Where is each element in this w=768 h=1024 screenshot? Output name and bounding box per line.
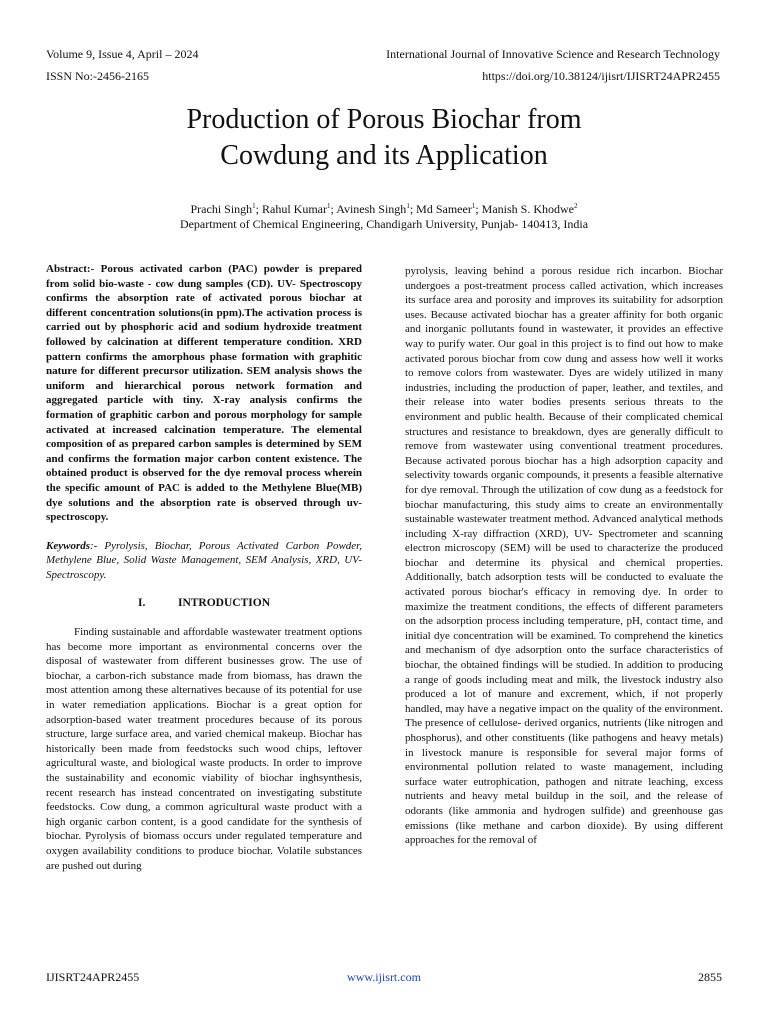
author-name: Avinesh Singh (336, 202, 407, 216)
author-affiliation-mark: 2 (574, 202, 578, 210)
section-number: I. (137, 597, 146, 610)
author-name: Manish S. Khodwe (481, 202, 574, 216)
author-name: Prachi Singh (190, 202, 253, 216)
abstract-label: Abstract:- (46, 263, 95, 275)
header-volume: Volume 9, Issue 4, April – 2024 (46, 47, 199, 61)
paper-title (0, 102, 768, 174)
left-column (46, 262, 362, 873)
author-separator: ; (330, 202, 337, 216)
abstract (46, 262, 362, 525)
author-separator: ; (409, 202, 417, 216)
author-list (0, 202, 768, 217)
footer-paper-id: IJISRT24APR2455 (46, 970, 140, 984)
footer-website-link[interactable]: www.ijisrt.com (347, 970, 421, 984)
keywords-label: Keywords (46, 539, 90, 552)
author-separator: ; (255, 202, 263, 216)
section-heading (46, 596, 362, 611)
section-title: INTRODUCTION (177, 597, 270, 610)
header-doi[interactable]: https://doi.org/10.38124/ijisrt/IJISRT24APR2455 (482, 69, 720, 83)
affiliation: Department of Chemical Engineering, Chandigarh University, Punjab- 140413, India (179, 217, 589, 231)
author-name: Md Sameer (416, 202, 472, 216)
right-column (405, 264, 723, 848)
header-issn: ISSN No:-2456-2165 (46, 69, 150, 83)
author-affiliation-mark: 1 (406, 202, 410, 210)
paper-title-line2: Cowdung and its Application (220, 140, 548, 171)
intro-paragraph-left: Finding sustainable and affordable wastewater treatment options has become more important as environmental concerns over the disposal of wastewater from different businesses grow. The use of biochar, a carbon-rich substance made from biomass, has drawn the most attention among these alternatives because of its potential for use in water remediation applications. Biochar is a great option for adsorption-based water treatment procedures because of its porous structure, large surface area, and varied chemical makeup. Biochar has historically been made from feedstocks such wood chips, leftover agricultural waste, and biological waste products. In order to improve the sustainability and economic viability of biochar inghsynthesis, recent research has instead concentrated on investigating substitute feedstocks. Cow dung, a common agricultural waste product with a high organic carbon content, is a good candidate for the synthesis of biochar. Pyrolysis of biomass occurs under regulated temperature and oxygen availability conditions to produce biochar. Volatile substances are pushed out during (46, 626, 362, 872)
author-affiliation-mark: 1 (471, 202, 476, 210)
keywords-text: :- Pyrolysis, Biochar, Porous Activated Carbon Powder, Methylene Blue, Solid Waste Management, SEM Analysis, XRD, UV-Spectroscopy. (46, 539, 362, 581)
author-name: Rahul Kumar (262, 202, 328, 216)
abstract-text: Porous activated carbon (PAC) powder is prepared from solid bio-waste - cow dung samples (CD). UV- Spectroscopy confirms the absorption rate of activated porous biochar at different concentration solutions(in ppm).The activation process is carried out by phosphoric acid and sodium hydroxide treatment followed by calcination at different temperature condition. XRD pattern confirms the amorphous phase formation with graphitic nature for different precursor utilization. SEM analysis shows the uniform and hierarchical porous network formation and aggregated particle with tiny. X-ray analysis confirms the formation of graphitic carbon and porous morphology for sample activated at increased calcination temperature. The elemental composition of as prepared carbon samples is determined by SEM and confirms the formation major carbon content existence. The obtained product is observed for the dye removal process wherein the specific amount of PAC is added to the Methylene Blue(MB) dye solutions and the absorption rate is observed through uv-spectroscopy. (46, 263, 362, 524)
paper-title-line1: Production of Porous Biochar from (186, 104, 582, 135)
author-affiliation-mark: 1 (252, 202, 256, 210)
author-block (0, 202, 768, 232)
intro-paragraph-right: pyrolysis, leaving behind a porous residue rich incarbon. Biochar undergoes a post-treatment process called activation, which increases its surface area and porosity and improves its suitability for adsorption uses. Because activated biochar has a greater affinity for both organic and inorganic pollutants found in wastewater, it provides an effective way to purify water. Our goal in this project is to find out how to make activated porous biochar from cow dung and assess how well it works to remove colors from wastewater. Dyes are widely utilized in many industries, including the production of paper, leather, and textiles, and their release into water bodies presents serious threats to the environment and public health. Because of their complicated chemical structures and resistance to breakdown, dyes are generally difficult to remove from wastewater using conventional treatment procedures. Because activated porous biochar has a high adsorption capacity and selectivity towards organic compounds, it presents a feasible alternative for dye removal. Through the utilization of cow dung as a feedstock for biochar manufacturing, this study aims to create an environmentally sustainable wastewater treatment method. Advanced analytical methods including X-ray diffraction (XRD), UV- Spectrometer and scanning electron microscopy (SEM) will be used to characterize the produced biochar and determine its physical and chemical properties. Additionally, batch adsorption tests will be conducted to evaluate the activated porous biochar's efficacy in removing dye. In order to maximize the treatment conditions, the effects of different parameters on the adsorption process including temperature, pH, contact time, and initial dye concentration will be examined. To comprehend the kinetics and mechanism of dye adsorption onto the surface characteristics of biochar, the obtained findings will be studied. In addition to producing a range of goods including meat and milk, the livestock industry also produced a lot of manure and excrement, which, if not properly handled, may have a negative impact on the quality of the environment. The presence of cellulose- derived organics, nutrients (like nitrogen and phosphorus), and other constituents (like pathogens and heavy metals) in livestock manure is responsible for several major forms of environmental pollution related to waste management, including surface water eutrophication, pathogen and nitrate leaching, excess nutrients and heavy metal buildup in the soil, and the release of odorants (like ammonia and hydrogen sulfide) and greenhouse gas emissions (like methane and carbon dioxide). By using different approaches for the removal of (405, 265, 723, 847)
keywords (46, 539, 362, 583)
author-affiliation-mark: 1 (327, 202, 331, 210)
footer-page-number: 2855 (698, 970, 722, 984)
author-separator: ; (475, 202, 482, 216)
header-journal: International Journal of Innovative Science and Research Technology (386, 47, 720, 61)
